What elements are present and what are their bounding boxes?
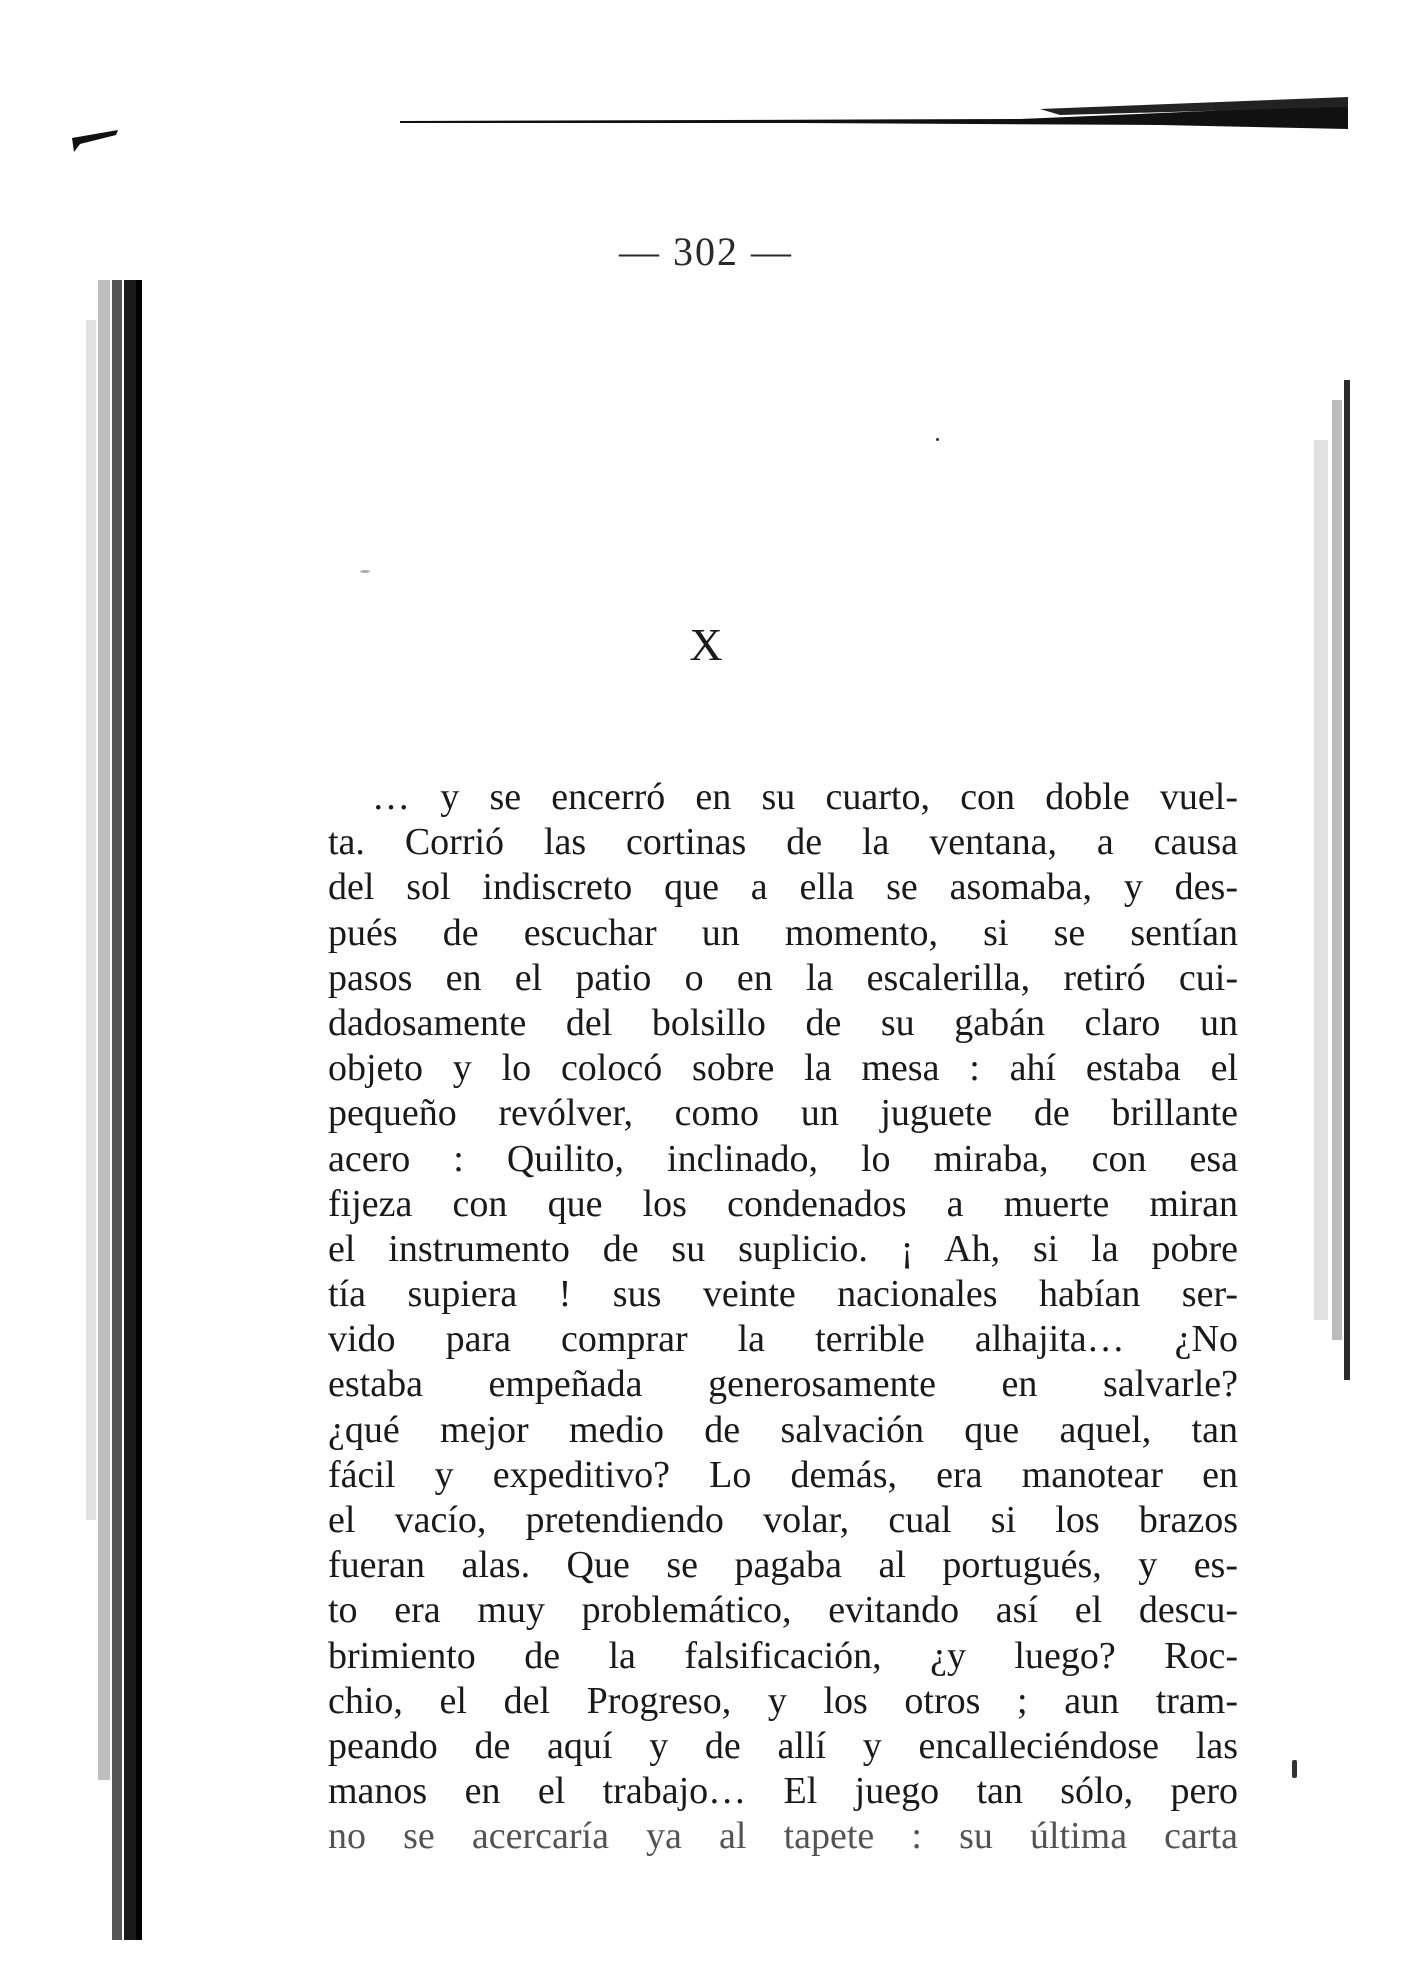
- text-line: del sol indiscreto que a ella se asomaba, y des-: [328, 866, 1238, 909]
- text-line: vido para comprar la terrible alhajita… ¿No: [328, 1318, 1238, 1361]
- scan-left-edge-shadow: [78, 280, 148, 1940]
- text-line: brimiento de la falsificación, ¿y luego? Roc-: [328, 1634, 1238, 1677]
- scan-top-rule: [400, 95, 1348, 131]
- text-line: objeto y lo colocó sobre la mesa : ahí estaba el: [328, 1047, 1238, 1090]
- text-line: el instrumento de su suplicio. ¡ Ah, si la pobre: [328, 1227, 1238, 1270]
- text-line: to era muy problemático, evitando así el descu-: [328, 1589, 1238, 1632]
- text-line: fueran alas. Que se pagaba al portugués, y es-: [328, 1544, 1238, 1587]
- text-line: fijeza con que los condenados a muerte miran: [328, 1182, 1238, 1225]
- text-line: tía supiera ! sus veinte nacionales habían ser-: [328, 1273, 1238, 1316]
- text-line: acero : Quilito, inclinado, lo miraba, con esa: [328, 1137, 1238, 1180]
- text-line: pequeño revólver, como un juguete de brillante: [328, 1092, 1238, 1135]
- text-line: peando de aquí y de allí y encalleciéndose las: [328, 1724, 1238, 1767]
- scan-right-edge-shadow: [1300, 380, 1354, 1380]
- text-line: ta. Corrió las cortinas de la ventana, a causa: [328, 821, 1238, 864]
- scan-speck: [360, 570, 370, 573]
- text-line: estaba empeñada generosamente en salvarle?: [328, 1363, 1238, 1406]
- scan-speck: [936, 438, 939, 441]
- scan-corner-mark: [72, 130, 118, 152]
- text-line: chio, el del Progreso, y los otros ; aun tram-: [328, 1679, 1238, 1722]
- text-line: el vacío, pretendiendo volar, cual si los brazos: [328, 1499, 1238, 1541]
- scan-speck: [1292, 1760, 1297, 1778]
- text-line: fácil y expeditivo? Lo demás, era manotear en: [328, 1453, 1238, 1496]
- text-line: no se acercaría ya al tapete : su última carta: [328, 1815, 1238, 1858]
- text-line: pasos en el patio o en la escalerilla, retiró cui-: [328, 956, 1238, 999]
- text-line: dadosamente del bolsillo de su gabán claro un: [328, 1001, 1238, 1044]
- text-line: … y se encerró en su cuarto, con doble vuel-: [372, 776, 1238, 818]
- text-line: pués de escuchar un momento, si se sentían: [328, 911, 1238, 954]
- text-line: ¿qué mejor medio de salvación que aquel, tan: [328, 1408, 1238, 1451]
- text-line: manos en el trabajo… El juego tan sólo, pero: [328, 1770, 1238, 1813]
- page-number: — 302 —: [619, 229, 793, 274]
- chapter-heading: X: [689, 619, 723, 670]
- body-paragraph: [328, 775, 1238, 1860]
